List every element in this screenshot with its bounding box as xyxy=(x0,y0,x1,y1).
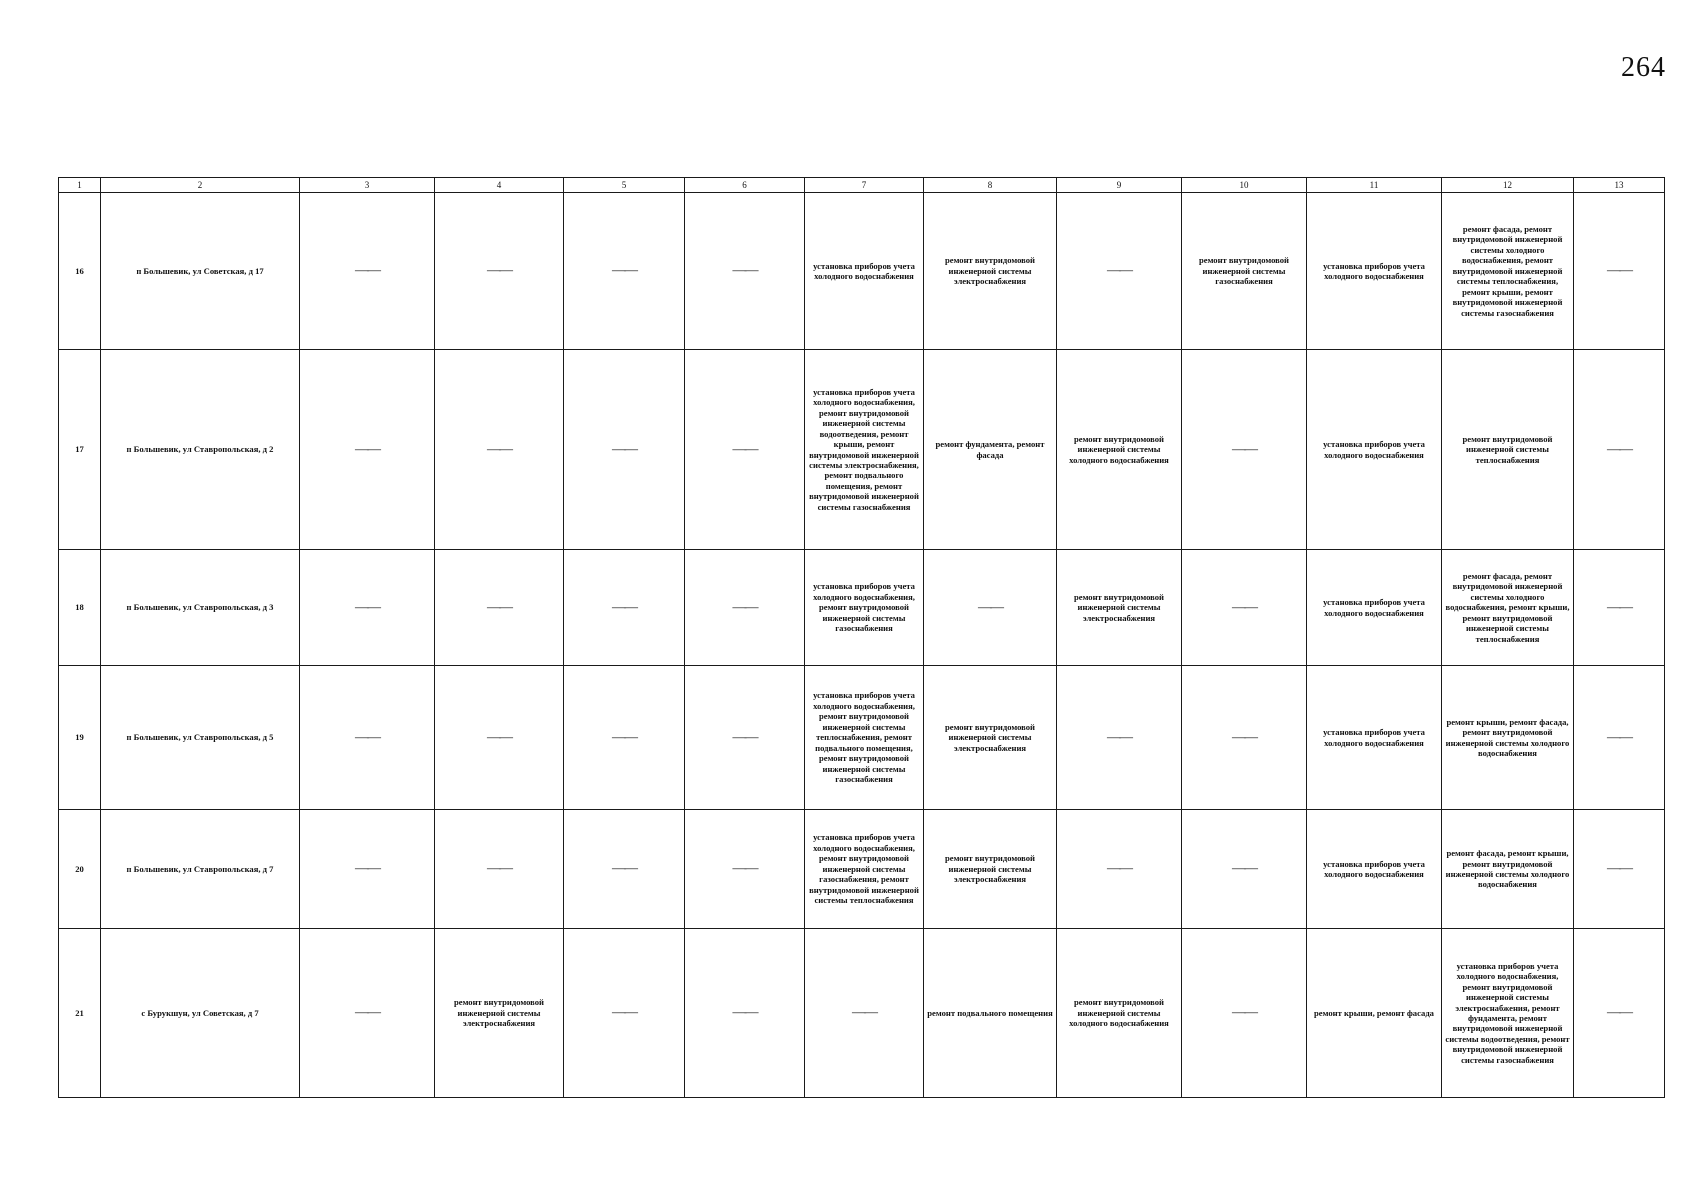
dash-mark: —— xyxy=(1607,263,1631,279)
table-cell xyxy=(685,929,805,1098)
column-header: 8 xyxy=(924,178,1057,193)
row-number: 21 xyxy=(59,929,101,1098)
row-number: 18 xyxy=(59,550,101,666)
table-cell xyxy=(1574,929,1665,1098)
dash-mark: —— xyxy=(1107,729,1131,745)
table-cell xyxy=(300,350,435,550)
table-cell: ремонт внутридомовой инженерной системы электроснабжения xyxy=(924,666,1057,810)
table-cell xyxy=(1574,350,1665,550)
table-cell xyxy=(1182,550,1307,666)
page-number: 264 xyxy=(1621,52,1666,83)
dash-mark: —— xyxy=(1607,1005,1631,1021)
dash-mark: —— xyxy=(1607,441,1631,457)
table-cell: ремонт фасада, ремонт внутридомовой инженерной системы холодного водоснабжения, ремонт крыши, ремонт внутридомовой инженерной системы теплоснабжения xyxy=(1442,550,1574,666)
dash-mark: —— xyxy=(732,1005,757,1021)
dash-mark: —— xyxy=(1607,599,1631,615)
table-cell xyxy=(435,550,564,666)
dash-mark: —— xyxy=(1107,263,1131,279)
table-cell: ремонт внутридомовой инженерной системы холодного водоснабжения xyxy=(1057,929,1182,1098)
table-cell: ремонт фундамента, ремонт фасада xyxy=(924,350,1057,550)
dash-mark: —— xyxy=(612,263,636,279)
dash-mark: —— xyxy=(612,441,636,457)
table-cell xyxy=(805,929,924,1098)
repair-schedule-table xyxy=(58,177,1665,1098)
table-cell: ремонт внутридомовой инженерной системы электроснабжения xyxy=(924,810,1057,929)
table-cell: установка приборов учета холодного водоснабжения, ремонт внутридомовой инженерной системы газоснабжения xyxy=(805,550,924,666)
column-header: 9 xyxy=(1057,178,1182,193)
dash-mark: —— xyxy=(355,729,379,745)
column-header: 12 xyxy=(1442,178,1574,193)
table-row xyxy=(59,350,1665,550)
table-cell xyxy=(300,666,435,810)
row-number: 20 xyxy=(59,810,101,929)
table-cell xyxy=(1182,666,1307,810)
table-cell xyxy=(1574,193,1665,350)
table-cell xyxy=(564,550,685,666)
dash-mark: —— xyxy=(612,729,636,745)
column-header: 1 xyxy=(59,178,101,193)
dash-mark: —— xyxy=(732,441,757,457)
table-cell: ремонт внутридомовой инженерной системы электроснабжения xyxy=(435,929,564,1098)
column-header: 11 xyxy=(1307,178,1442,193)
address-cell: п Большевик, ул Ставропольская, д 7 xyxy=(101,810,300,929)
table-cell xyxy=(300,929,435,1098)
table-cell: установка приборов учета холодного водоснабжения, ремонт внутридомовой инженерной системы теплоснабжения, ремонт подвального помещения, ремонт внутридомовой инженерной системы газоснабжения xyxy=(805,666,924,810)
table-cell xyxy=(1574,550,1665,666)
table-cell: ремонт фасада, ремонт крыши, ремонт внутридомовой инженерной системы холодного водоснабжения xyxy=(1442,810,1574,929)
table-cell xyxy=(300,550,435,666)
header-row xyxy=(59,178,1665,193)
dash-mark: —— xyxy=(612,599,636,615)
table-cell: установка приборов учета холодного водоснабжения xyxy=(1307,550,1442,666)
table-cell xyxy=(1057,193,1182,350)
table-cell xyxy=(435,350,564,550)
table-cell xyxy=(435,810,564,929)
dash-mark: —— xyxy=(1232,1005,1256,1021)
table-cell xyxy=(564,193,685,350)
table-cell xyxy=(564,666,685,810)
dash-mark: —— xyxy=(732,861,757,877)
table-cell: ремонт внутридомовой инженерной системы электроснабжения xyxy=(924,193,1057,350)
table-row xyxy=(59,550,1665,666)
column-header: 3 xyxy=(300,178,435,193)
dash-mark: —— xyxy=(1232,861,1256,877)
row-number: 16 xyxy=(59,193,101,350)
table-cell xyxy=(1574,810,1665,929)
dash-mark: —— xyxy=(612,861,636,877)
table-cell xyxy=(685,193,805,350)
table-cell: ремонт внутридомовой инженерной системы газоснабжения xyxy=(1182,193,1307,350)
dash-mark: —— xyxy=(732,263,757,279)
table-cell xyxy=(435,193,564,350)
dash-mark: —— xyxy=(1607,729,1631,745)
column-header: 6 xyxy=(685,178,805,193)
address-cell: п Большевик, ул Ставропольская, д 2 xyxy=(101,350,300,550)
dash-mark: —— xyxy=(487,599,511,615)
table-cell xyxy=(1182,929,1307,1098)
dash-mark: —— xyxy=(1107,861,1131,877)
dash-mark: —— xyxy=(612,1005,636,1021)
table-cell: ремонт крыши, ремонт фасада, ремонт внутридомовой инженерной системы холодного водоснабжения xyxy=(1442,666,1574,810)
table-row xyxy=(59,193,1665,350)
dash-mark: —— xyxy=(732,729,757,745)
dash-mark: —— xyxy=(852,1005,876,1021)
table-cell xyxy=(1057,810,1182,929)
dash-mark: —— xyxy=(355,861,379,877)
table-row xyxy=(59,666,1665,810)
row-number: 17 xyxy=(59,350,101,550)
address-cell: п Большевик, ул Ставропольская, д 3 xyxy=(101,550,300,666)
table-cell: установка приборов учета холодного водоснабжения, ремонт внутридомовой инженерной системы водоотведения, ремонт крыши, ремонт внутридомовой инженерной системы электроснабжения, ремонт подвального помещения, ремонт внутридомовой инженерной системы газоснабжения xyxy=(805,350,924,550)
table-cell xyxy=(300,810,435,929)
table-cell xyxy=(1182,810,1307,929)
dash-mark: —— xyxy=(1232,729,1256,745)
table-cell: установка приборов учета холодного водоснабжения xyxy=(805,193,924,350)
column-header: 10 xyxy=(1182,178,1307,193)
dash-mark: —— xyxy=(1232,441,1256,457)
column-header: 13 xyxy=(1574,178,1665,193)
table-cell xyxy=(685,550,805,666)
dash-mark: —— xyxy=(355,599,379,615)
dash-mark: —— xyxy=(355,263,379,279)
table-cell: установка приборов учета холодного водоснабжения xyxy=(1307,666,1442,810)
dash-mark: —— xyxy=(1607,861,1631,877)
table-cell: установка приборов учета холодного водоснабжения xyxy=(1307,810,1442,929)
dash-mark: —— xyxy=(487,729,511,745)
dash-mark: —— xyxy=(355,1005,379,1021)
table-row xyxy=(59,810,1665,929)
address-cell: п Большевик, ул Советская, д 17 xyxy=(101,193,300,350)
table-row xyxy=(59,929,1665,1098)
column-header: 4 xyxy=(435,178,564,193)
dash-mark: —— xyxy=(487,263,511,279)
table-cell: ремонт внутридомовой инженерной системы теплоснабжения xyxy=(1442,350,1574,550)
table-cell: установка приборов учета холодного водоснабжения xyxy=(1307,350,1442,550)
table-cell xyxy=(924,550,1057,666)
row-number: 19 xyxy=(59,666,101,810)
dash-mark: —— xyxy=(1232,599,1256,615)
table-cell xyxy=(1182,350,1307,550)
table-cell: установка приборов учета холодного водоснабжения, ремонт внутридомовой инженерной системы газоснабжения, ремонт внутридомовой инженерной системы теплоснабжения xyxy=(805,810,924,929)
dash-mark: —— xyxy=(487,861,511,877)
table-cell xyxy=(685,810,805,929)
table-cell: ремонт крыши, ремонт фасада xyxy=(1307,929,1442,1098)
table-cell xyxy=(564,810,685,929)
address-cell: с Бурукшун, ул Советская, д 7 xyxy=(101,929,300,1098)
table-cell xyxy=(1574,666,1665,810)
table-cell: установка приборов учета холодного водоснабжения xyxy=(1307,193,1442,350)
table-cell xyxy=(1057,666,1182,810)
table-cell xyxy=(300,193,435,350)
table-cell: ремонт внутридомовой инженерной системы электроснабжения xyxy=(1057,550,1182,666)
address-cell: п Большевик, ул Ставропольская, д 5 xyxy=(101,666,300,810)
dash-mark: —— xyxy=(978,599,1002,615)
column-header: 7 xyxy=(805,178,924,193)
dash-mark: —— xyxy=(355,441,379,457)
table-cell: ремонт внутридомовой инженерной системы холодного водоснабжения xyxy=(1057,350,1182,550)
dash-mark: —— xyxy=(732,599,757,615)
table-cell: установка приборов учета холодного водоснабжения, ремонт внутридомовой инженерной системы электроснабжения, ремонт фундамента, ремонт внутридомовой инженерной системы водоотведения, ремонт внутридомовой инженерной системы газоснабжения xyxy=(1442,929,1574,1098)
table-cell xyxy=(564,350,685,550)
table-cell xyxy=(685,350,805,550)
table-cell: ремонт фасада, ремонт внутридомовой инженерной системы холодного водоснабжения, ремонт внутридомовой инженерной системы теплоснабжения, ремонт крыши, ремонт внутридомовой инженерной системы газоснабжения xyxy=(1442,193,1574,350)
table-cell xyxy=(564,929,685,1098)
table-cell xyxy=(435,666,564,810)
table-cell: ремонт подвального помещения xyxy=(924,929,1057,1098)
table-cell xyxy=(685,666,805,810)
column-header: 2 xyxy=(101,178,300,193)
dash-mark: —— xyxy=(487,441,511,457)
column-header: 5 xyxy=(564,178,685,193)
